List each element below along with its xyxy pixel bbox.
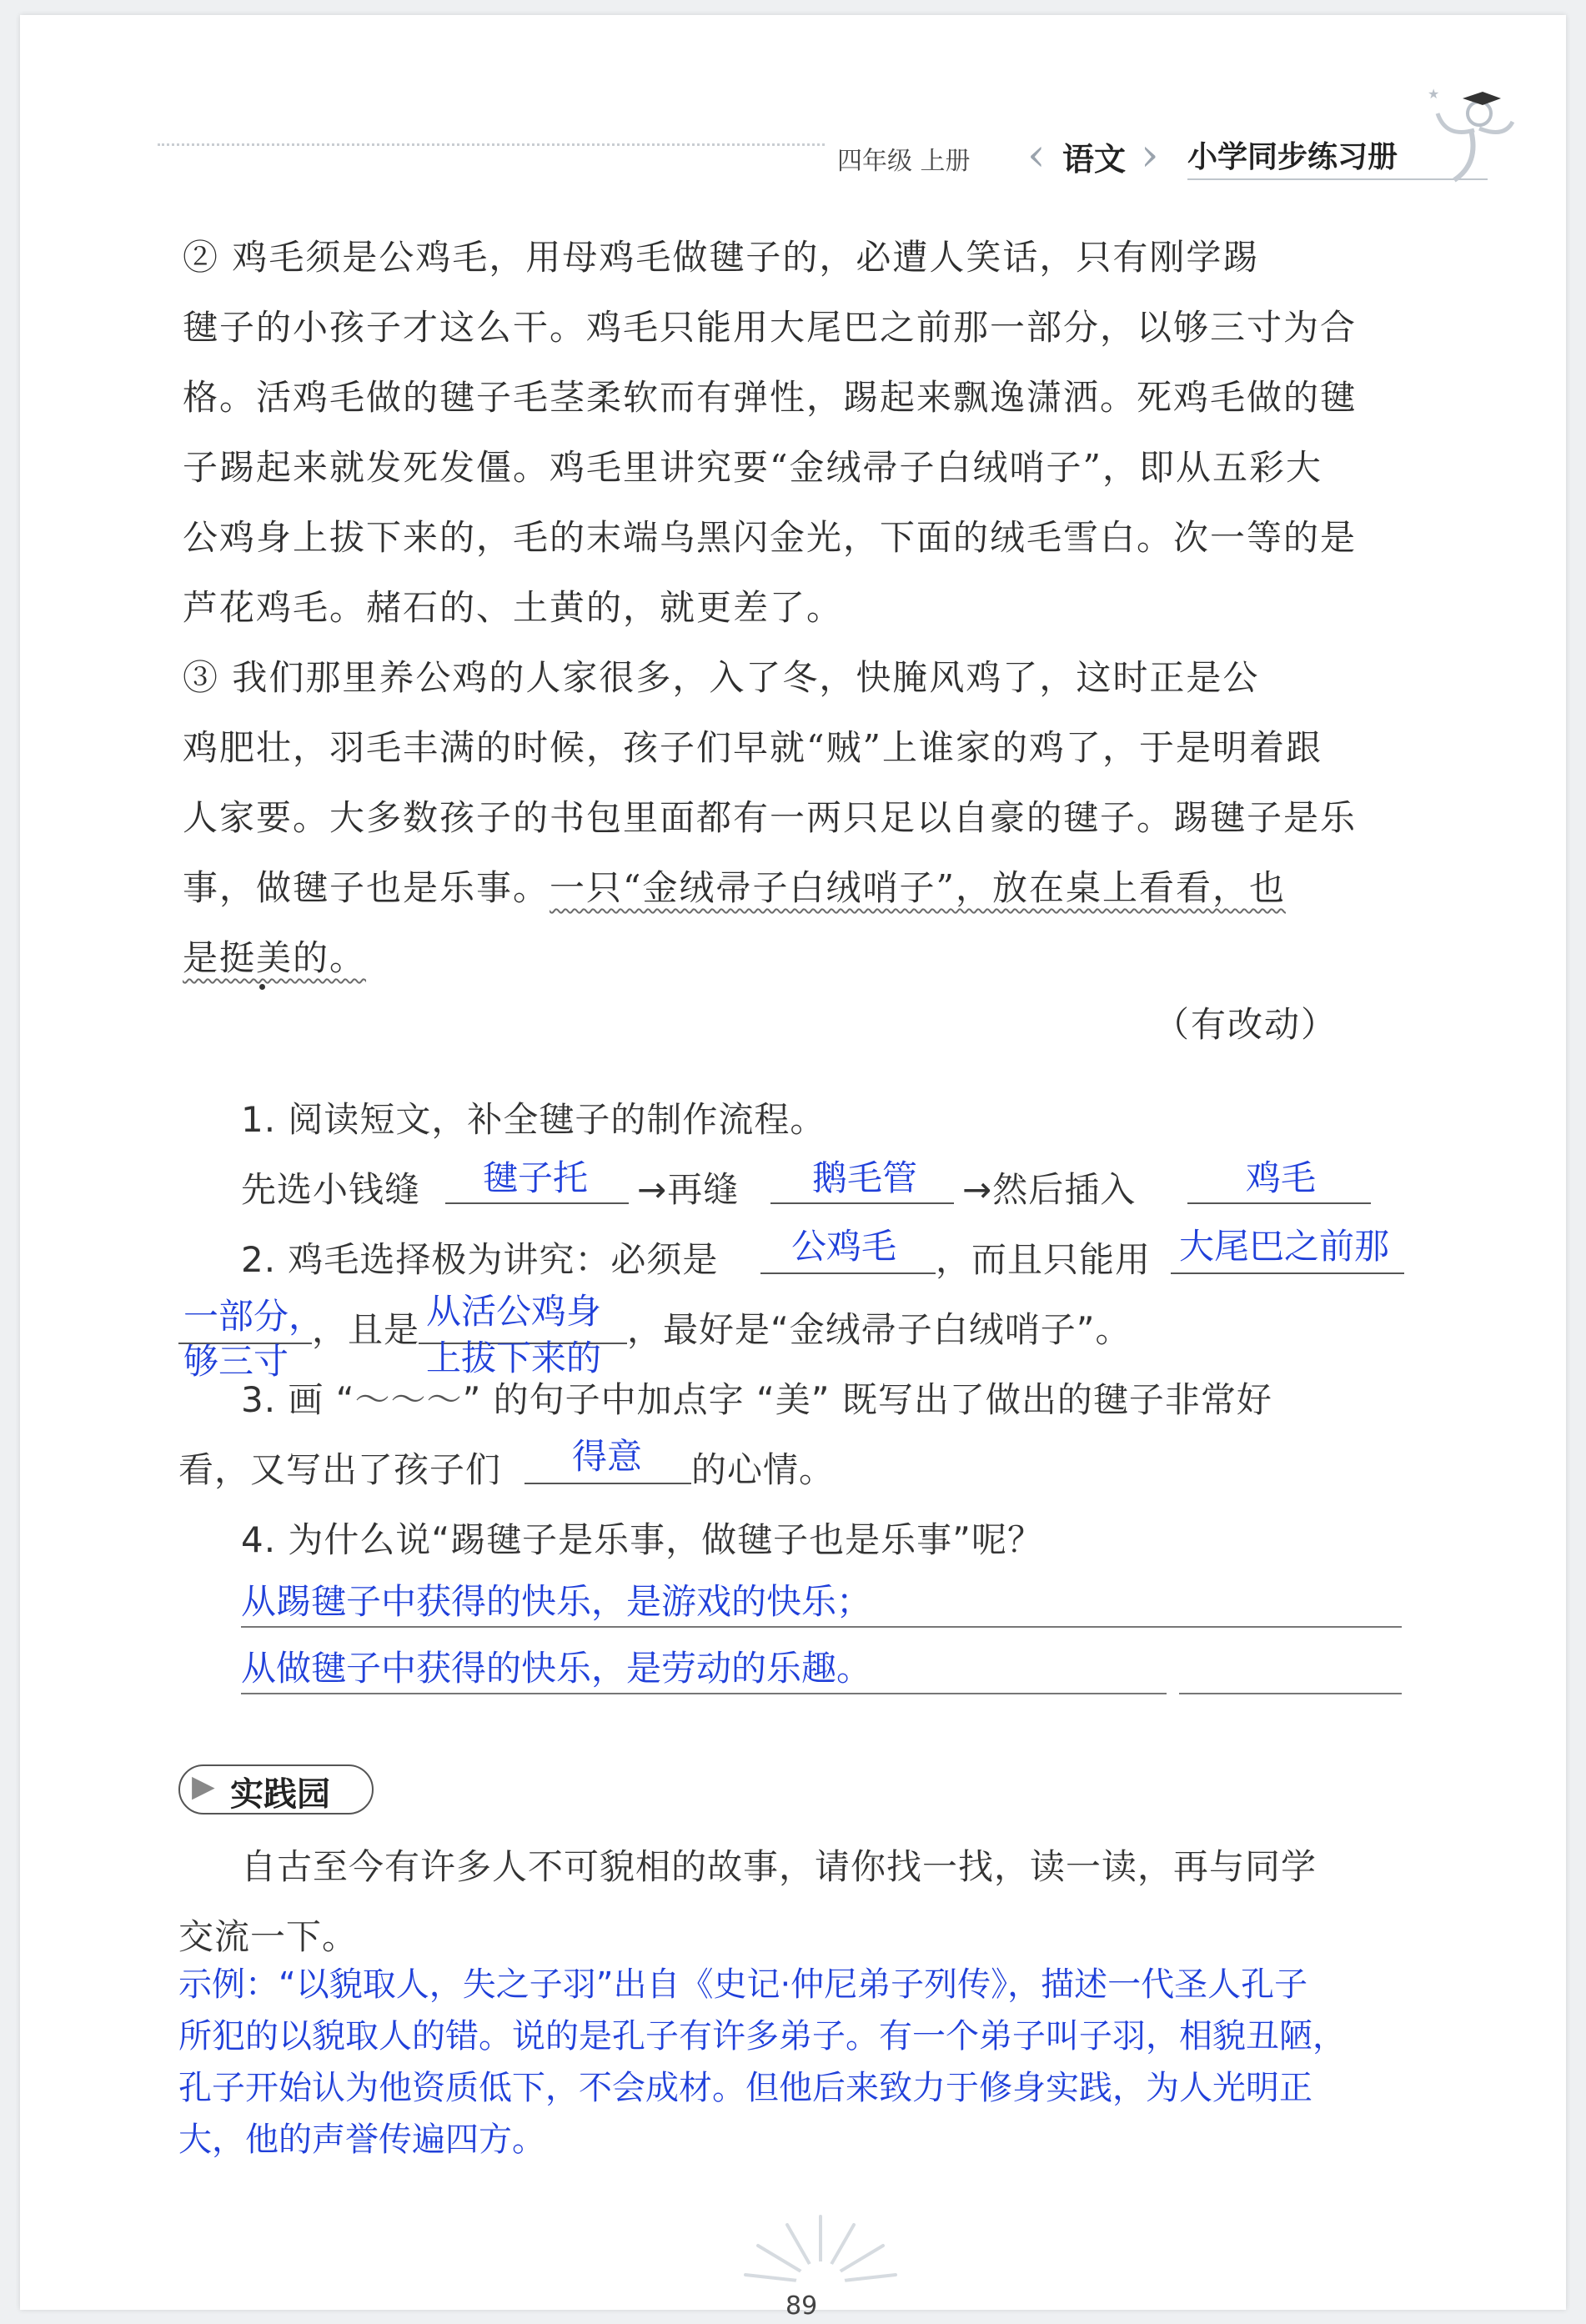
question-3-text-c: 看，又写出了孩子们 (178, 1449, 502, 1490)
question-1-prompt: 1. 阅读短文，补全毽子的制作流程。 (241, 1099, 826, 1140)
header-grade: 四年级 上册 (837, 147, 971, 176)
blank-line (1187, 1202, 1371, 1204)
header-subject: 语文 (1062, 140, 1127, 178)
answer-rule (1179, 1693, 1402, 1694)
question-3-prompt (241, 1373, 1272, 1423)
header-book-title: 小学同步练习册 (1187, 140, 1398, 174)
passage-text: 事，做毽子也是乐事。 (183, 867, 550, 908)
passage-line: 毽子的小孩子才这么干。鸡毛只能用大尾巴之前那一部分，以够三寸为合 (183, 307, 1358, 348)
answer-text: 上拔下来的 (426, 1338, 602, 1378)
passage-line: 子踢起来就发死发僵。鸡毛里讲究要“金绒帚子白绒哨子”，即从五彩大 (183, 447, 1323, 488)
passage-line: ③ 我们那里养公鸡的人家很多，入了冬，快腌风鸡了，这时正是公 (183, 657, 1260, 698)
page-number: 89 (785, 2291, 818, 2321)
question-3-text-d: 的心情。 (691, 1449, 836, 1490)
blank-line (1171, 1272, 1404, 1274)
answer-rule (241, 1693, 1167, 1694)
question-3-text: ” 的句子中加点字 “美” 既写出了做出的毽子非常好 (462, 1379, 1272, 1420)
question-1-text-b: →再缝 (637, 1169, 740, 1210)
passage-line: ② 鸡毛须是公鸡毛，用母鸡毛做毽子的，必遭人笑话，只有刚学踢 (183, 237, 1260, 278)
answer-text: 从做毽子中获得的快乐，是劳动的乐趣。 (241, 1648, 872, 1689)
passage-line: 人家要。大多数孩子的书包里面都有一两只足以自豪的毽子。踢毽子是乐 (183, 797, 1358, 838)
question-2-prompt-c: ，且是 (312, 1309, 420, 1350)
passage-line: 格。活鸡毛做的毽子毛茎柔软而有弹性，踢起来飘逸潇洒。死鸡毛做的毽 (183, 377, 1358, 418)
question-2-prompt-a: 2. 鸡毛选择极为讲究：必须是 (241, 1239, 719, 1280)
workbook-page (20, 15, 1566, 2321)
answer-text: 大尾巴之前那 (1179, 1226, 1390, 1267)
answer-text: 公鸡毛 (791, 1226, 897, 1267)
practice-prompt: 自古至今有许多人不可貌相的故事，请你找一找，读一读，再与同学 (241, 1846, 1317, 1887)
answer-text: 一部分， (183, 1296, 324, 1337)
svg-text:★: ★ (1428, 86, 1440, 102)
blank-line (770, 1202, 954, 1204)
answer-text: 从活公鸡身 (426, 1291, 602, 1332)
passage-line (183, 931, 366, 981)
practice-answer-line: 所犯的以貌取人的错。说的是孔子有许多弟子。有一个弟子叫子羽，相貌丑陋， (178, 2017, 1346, 2055)
sunburst-decoration-icon (729, 2200, 912, 2291)
answer-text: 从踢毽子中获得的快乐，是游戏的快乐； (241, 1581, 872, 1622)
practice-answer-line: 孔子开始认为他资质低下，不会成材。但他后来致力于修身实践，为人光明正 (178, 2069, 1312, 2107)
wavy-underlined-sentence: 是挺美的。 (183, 937, 367, 978)
question-3-text: 3. 画 “ (241, 1379, 355, 1420)
answer-text: 得意 (572, 1436, 643, 1477)
practice-prompt: 交流一下。 (178, 1916, 359, 1957)
question-1-text-a: 先选小钱缝 (241, 1169, 421, 1210)
answer-rule (241, 1626, 1402, 1628)
blank-line (760, 1272, 936, 1274)
answer-text: 鸡毛 (1246, 1157, 1317, 1198)
emphasis-dot (259, 984, 265, 990)
question-1-text-c: →然后插入 (962, 1169, 1137, 1210)
passage-line (183, 861, 1286, 911)
practice-badge-label: 实践园 (230, 1775, 330, 1814)
answer-text: 够三寸 (183, 1341, 289, 1382)
question-4-prompt: 4. 为什么说“踢毽子是乐事，做毽子也是乐事”呢？ (241, 1519, 1043, 1560)
header-dotted-rule (158, 143, 825, 146)
practice-answer-line: 示例：“以貌取人，失之子羽”出自《史记·仲尼弟子列传》，描述一代圣人孔子 (178, 1965, 1308, 2004)
question-2-prompt-b: ，而且只能用 (936, 1239, 1152, 1280)
question-2-prompt-d: ，最好是“金绒帚子白绒哨子”。 (627, 1309, 1132, 1350)
answer-text: 鹅毛管 (812, 1157, 918, 1198)
graduate-mascot-icon (1421, 80, 1521, 188)
wavy-underlined-sentence: 一只“金绒帚子白绒哨子”，放在桌上看看，也 (550, 867, 1286, 908)
practice-answer-line: 大，他的声誉传遍四方。 (178, 2121, 545, 2159)
blank-line (445, 1202, 629, 1204)
play-arrow-icon: ▶ (192, 1769, 215, 1804)
chevron-left-icon: ‹ (1027, 128, 1046, 181)
passage-line: 芦花鸡毛。赭石的、土黄的，就更差了。 (183, 587, 844, 628)
wavy-line-symbol: ～～～ (354, 1379, 463, 1420)
chevron-right-icon: › (1141, 128, 1159, 181)
answer-text: 毽子托 (483, 1157, 589, 1198)
passage-line: 公鸡身上拔下来的，毛的末端乌黑闪金光，下面的绒毛雪白。次一等的是 (183, 517, 1358, 558)
blank-line (524, 1483, 691, 1484)
source-note: （有改动） (1154, 1004, 1338, 1045)
passage-line: 鸡肥壮，羽毛丰满的时候，孩子们早就“贼”上谁家的鸡了，于是明着跟 (183, 727, 1323, 768)
